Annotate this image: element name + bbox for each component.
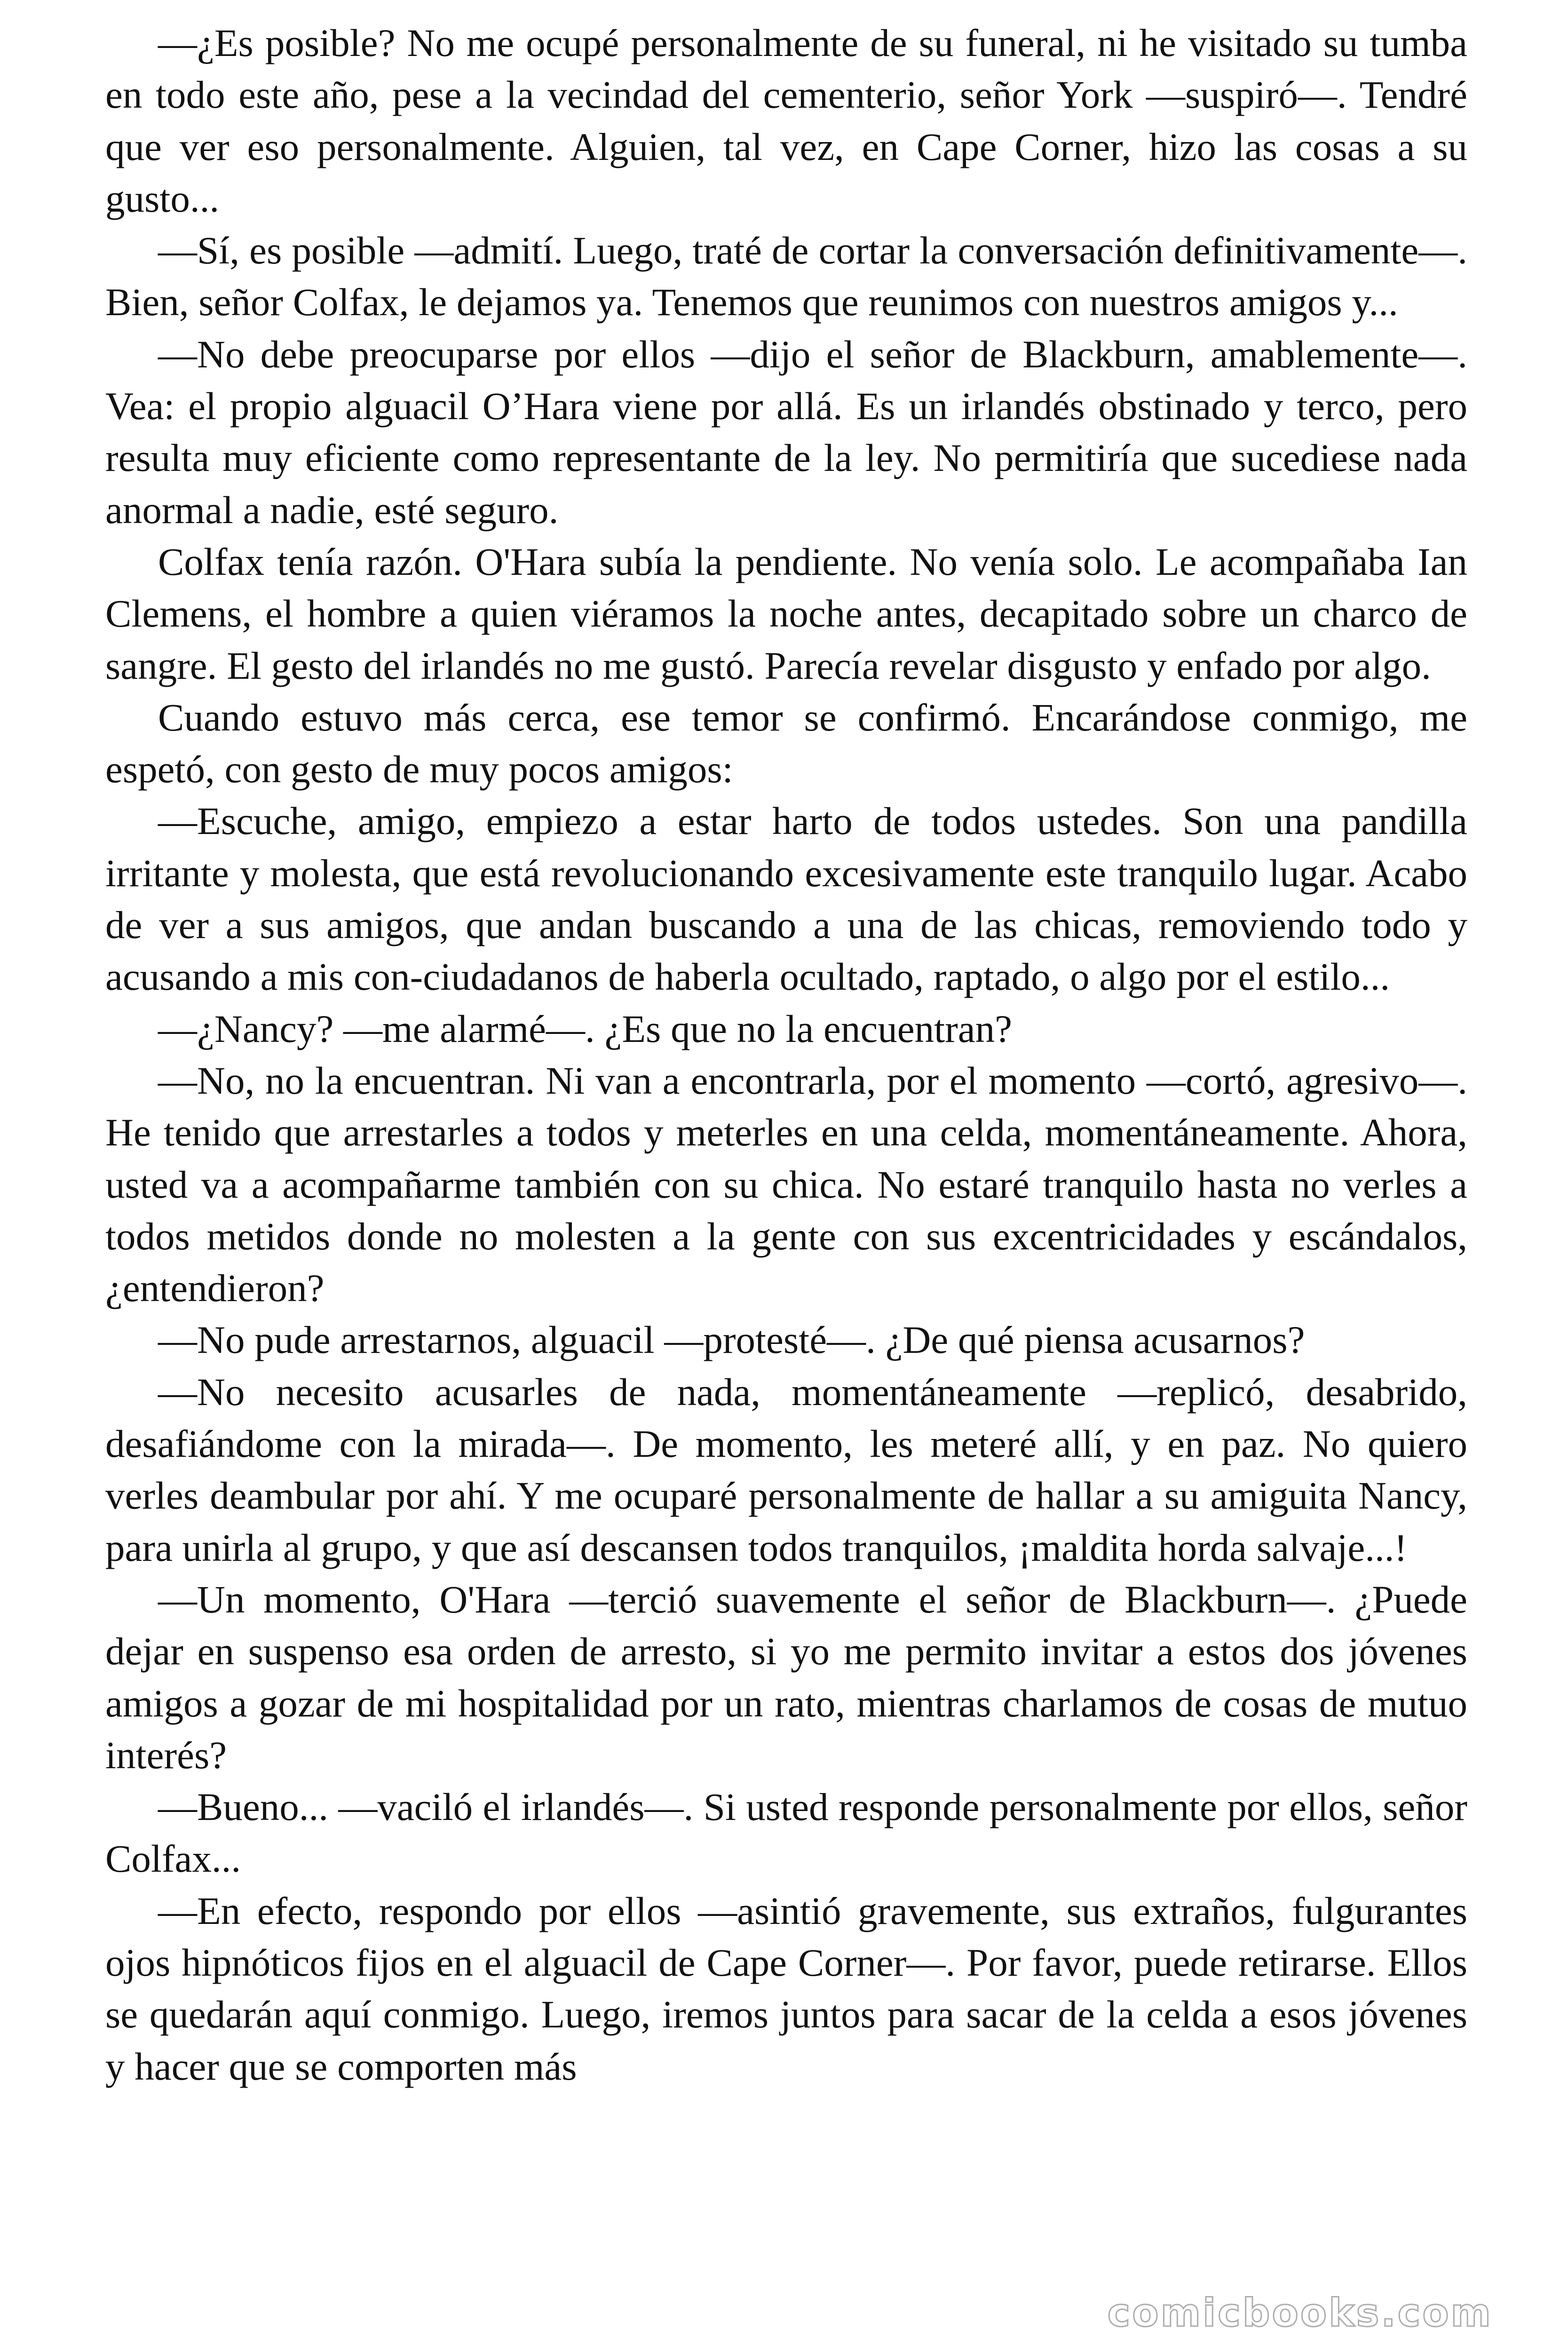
paragraph: —Escuche, amigo, empiezo a estar harto de todos ustedes. Son una pandilla irritante y molesta, que está revolucionando excesivamente este tranquilo lugar. Acabo de ver a sus amigos, que andan buscando a una de las chicas, removiendo todo y acusando a mis con-ciudadanos de haberla ocultado, raptado, o algo por el estilo...: [105, 799, 1467, 999]
paragraph: —¿Nancy? —me alarmé—. ¿Es que no la encuentran?: [158, 1007, 1012, 1050]
paragraph: —En efecto, respondo por ellos —asintió gravemente, sus extraños, fulgurantes ojos hipnóticos fijos en el alguacil de Cape Corner—. Por favor, puede retirarse. Ellos se quedarán aquí conmigo. Luego, iremos juntos para sacar de la celda a esos jóvenes y hacer que se comporten más: [105, 1889, 1467, 2088]
paragraph: —¿Es posible? No me ocupé personalmente de su funeral, ni he visitado su tumba en todo este año, pese a la vecindad del cementerio, señor York —suspiró—. Tendré que ver eso personalmente. Alguien, tal vez, en Cape Corner, hizo las cosas a su gusto...: [105, 21, 1467, 220]
paragraph: —No necesito acusarles de nada, momentáneamente —replicó, desabrido, desafiándome con la mirada—. De momento, les meteré allí, y en paz. No quiero verles deambular por ahí. Y me ocuparé personalmente de hallar a su amiguita Nancy, para unirla al grupo, y que así descansen todos tranquilos, ¡maldita horda salvaje...!: [105, 1370, 1467, 1569]
paragraph: —No pude arrestarnos, alguacil —protesté—. ¿De qué piensa acusarnos?: [158, 1318, 1305, 1362]
paragraph: —No debe preocuparse por ellos —dijo el señor de Blackburn, amablemente—. Vea: el propio alguacil O’Hara viene por allá. Es un irlandés obstinado y terco, pero resulta muy eficiente como representante de la ley. No permitiría que sucediese nada anormal a nadie, esté seguro.: [105, 332, 1467, 532]
paragraph: —Sí, es posible —admití. Luego, traté de cortar la conversación definitivamente—. Bien, señor Colfax, le dejamos ya. Tenemos que reunimos con nuestros amigos y...: [105, 229, 1467, 324]
paragraph: Cuando estuvo más cerca, ese temor se confirmó. Encarándose conmigo, me espetó, con gesto de muy pocos amigos:: [105, 695, 1467, 791]
paragraph: —Un momento, O'Hara —terció suavemente el señor de Blackburn—. ¿Puede dejar en suspenso esa orden de arresto, si yo me permito invitar a estos dos jóvenes amigos a gozar de mi hospitalidad por un rato, mientras charlamos de cosas de mutuo interés?: [105, 1577, 1467, 1777]
body-text: [105, 17, 1467, 2092]
watermark: comicbooks.com: [1107, 2291, 1493, 2336]
paragraph: —Bueno... —vaciló el irlandés—. Si usted responde personalmente por ellos, señor Colfax...: [105, 1785, 1467, 1881]
paragraph: —No, no la encuentran. Ni van a encontrarla, por el momento —cortó, agresivo—. He tenido que arrestarles a todos y meterles en una celda, momentáneamente. Ahora, usted va a acompañarme también con su chica. No estaré tranquilo hasta no verles a todos metidos donde no molesten a la gente con sus excentricidades y escándalos, ¿entendieron?: [105, 1058, 1467, 1310]
paragraph: Colfax tenía razón. O'Hara subía la pendiente. No venía solo. Le acompañaba Ian Clemens, el hombre a quien viéramos la noche antes, decapitado sobre un charco de sangre. El gesto del irlandés no me gustó. Parecía revelar disgusto y enfado por algo.: [105, 540, 1467, 687]
